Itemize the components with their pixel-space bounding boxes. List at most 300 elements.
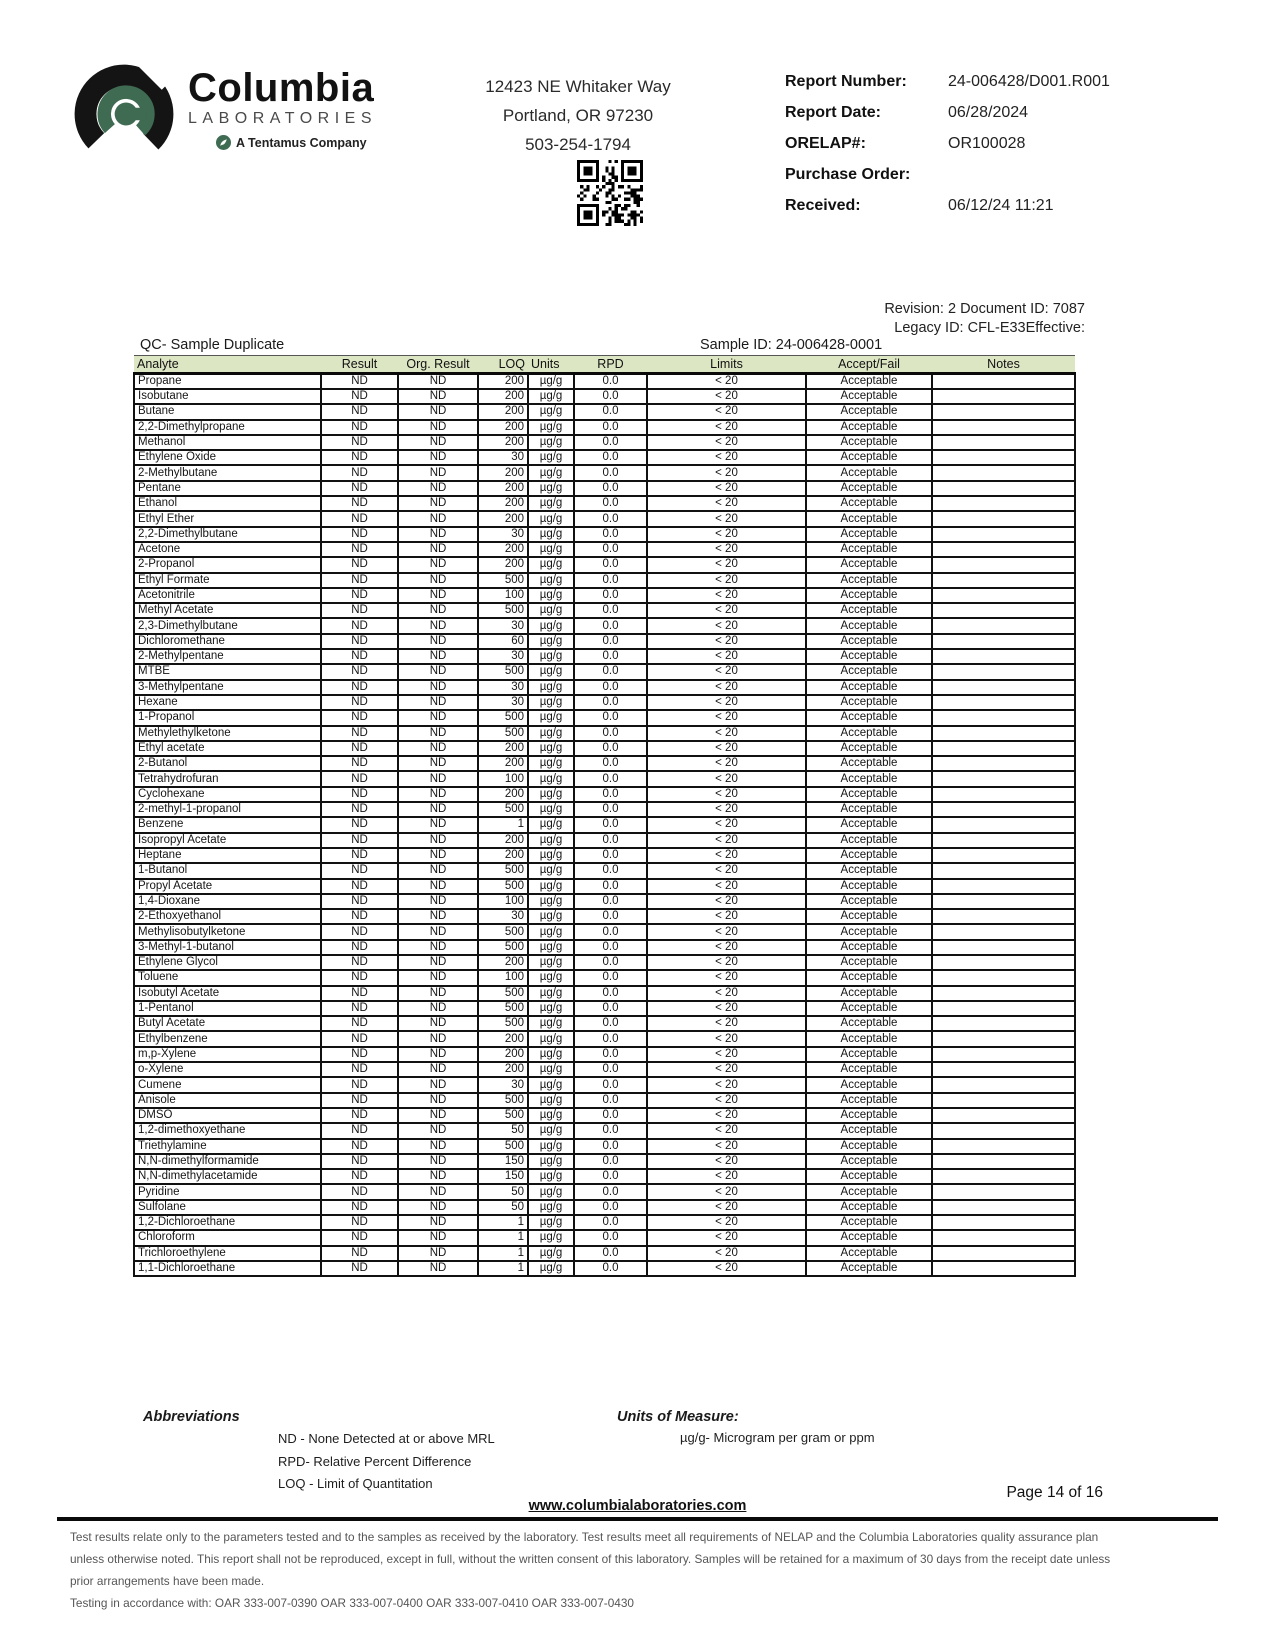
org-result-cell: ND xyxy=(398,741,478,756)
limits-cell: < 20 xyxy=(647,573,806,588)
qr-code xyxy=(577,160,643,226)
analyte-cell: N,N-dimethylformamide xyxy=(134,1154,321,1169)
legacy-id-line: Legacy ID: CFL-E33Effective: xyxy=(894,320,1085,336)
analyte-cell: Hexane xyxy=(134,695,321,710)
table-row xyxy=(134,1261,1075,1276)
limits-cell: < 20 xyxy=(647,588,806,603)
report-info-row xyxy=(785,72,1205,92)
org-result-cell: ND xyxy=(398,970,478,985)
rpd-cell: 0.0 xyxy=(574,1200,647,1215)
limits-cell: < 20 xyxy=(647,1215,806,1230)
table-row xyxy=(134,618,1075,633)
org-result-cell: ND xyxy=(398,649,478,664)
rpd-cell: 0.0 xyxy=(574,817,647,832)
table-row xyxy=(134,450,1075,465)
table-row xyxy=(134,1093,1075,1108)
accept-fail-cell: Acceptable xyxy=(806,894,932,909)
limits-cell: < 20 xyxy=(647,634,806,649)
limits-cell: < 20 xyxy=(647,726,806,741)
result-cell: ND xyxy=(321,986,398,1001)
table-row xyxy=(134,511,1075,526)
result-cell: ND xyxy=(321,771,398,786)
org-result-cell: ND xyxy=(398,940,478,955)
units-of-measure-title: Units of Measure: xyxy=(617,1409,739,1425)
limits-cell: < 20 xyxy=(647,450,806,465)
address-line3: 503-254-1794 xyxy=(525,135,631,154)
notes-cell xyxy=(932,496,1075,511)
loq-cell: 500 xyxy=(478,1093,528,1108)
rpd-cell: 0.0 xyxy=(574,404,647,419)
loq-cell: 500 xyxy=(478,863,528,878)
result-cell: ND xyxy=(321,848,398,863)
limits-cell: < 20 xyxy=(647,1108,806,1123)
loq-cell: 200 xyxy=(478,389,528,404)
result-cell: ND xyxy=(321,573,398,588)
org-result-cell: ND xyxy=(398,634,478,649)
rpd-cell: 0.0 xyxy=(574,879,647,894)
notes-cell xyxy=(932,404,1075,419)
result-cell: ND xyxy=(321,894,398,909)
result-cell: ND xyxy=(321,481,398,496)
analyte-cell: Ethyl Ether xyxy=(134,511,321,526)
result-cell: ND xyxy=(321,940,398,955)
analyte-cell: 2,2-Dimethylpropane xyxy=(134,420,321,435)
result-cell: ND xyxy=(321,680,398,695)
org-result-cell: ND xyxy=(398,527,478,542)
table-row xyxy=(134,756,1075,771)
loq-cell: 100 xyxy=(478,771,528,786)
analyte-cell: Propane xyxy=(134,374,321,390)
rpd-cell: 0.0 xyxy=(574,481,647,496)
limits-cell: < 20 xyxy=(647,741,806,756)
result-cell: ND xyxy=(321,879,398,894)
analyte-table xyxy=(133,355,1076,1277)
accept-fail-cell: Acceptable xyxy=(806,496,932,511)
result-cell: ND xyxy=(321,1047,398,1062)
result-cell: ND xyxy=(321,634,398,649)
report-date-value: 06/28/2024 xyxy=(948,104,1029,121)
report-info xyxy=(785,72,1205,227)
result-cell: ND xyxy=(321,664,398,679)
analyte-cell: 2,2-Dimethylbutane xyxy=(134,527,321,542)
accept-fail-cell: Acceptable xyxy=(806,1031,932,1046)
result-cell: ND xyxy=(321,1123,398,1138)
accept-fail-cell: Acceptable xyxy=(806,909,932,924)
limits-cell: < 20 xyxy=(647,955,806,970)
table-row xyxy=(134,894,1075,909)
rpd-cell: 0.0 xyxy=(574,1215,647,1230)
rpd-cell: 0.0 xyxy=(574,894,647,909)
org-result-cell: ND xyxy=(398,695,478,710)
analyte-cell: 1-Pentanol xyxy=(134,1001,321,1016)
accept-fail-cell: Acceptable xyxy=(806,1261,932,1276)
rpd-cell: 0.0 xyxy=(574,771,647,786)
table-row xyxy=(134,848,1075,863)
org-result-cell: ND xyxy=(398,1169,478,1184)
table-row xyxy=(134,1077,1075,1092)
notes-cell xyxy=(932,374,1075,390)
limits-cell: < 20 xyxy=(647,940,806,955)
notes-cell xyxy=(932,450,1075,465)
loq-cell: 200 xyxy=(478,511,528,526)
org-result-cell: ND xyxy=(398,1093,478,1108)
orelap-label: ORELAP#: xyxy=(785,135,866,152)
org-result-cell: ND xyxy=(398,986,478,1001)
rpd-cell: 0.0 xyxy=(574,940,647,955)
analyte-cell: Dichloromethane xyxy=(134,634,321,649)
limits-cell: < 20 xyxy=(647,787,806,802)
abbr-loq: LOQ - Limit of Quantitation xyxy=(278,1476,433,1491)
analyte-cell: 2-Propanol xyxy=(134,557,321,572)
limits-cell: < 20 xyxy=(647,1016,806,1031)
notes-cell xyxy=(932,787,1075,802)
address-line1: 12423 NE Whitaker Way xyxy=(485,77,671,96)
report-info-row xyxy=(785,103,1205,123)
table-row xyxy=(134,649,1075,664)
report-info-row xyxy=(785,134,1205,154)
accept-fail-cell: Acceptable xyxy=(806,1016,932,1031)
org-result-cell: ND xyxy=(398,664,478,679)
units-cell: µg/g xyxy=(528,879,574,894)
disclaimer-text: Test results relate only to the parameters tested and to the samples as received by the laboratory. Test results meet all requirements of NELAP and the Columbia Laboratories quality assurance plan unless otherwise noted. This report shall not be reproduced, except in full, without the written consent of this laboratory. Samples will be retained for a maximum of 30 days from the receipt date unless prior arrangements have been made. xyxy=(70,1530,1111,1588)
limits-cell: < 20 xyxy=(647,879,806,894)
units-cell: µg/g xyxy=(528,1062,574,1077)
units-cell: µg/g xyxy=(528,955,574,970)
limits-cell: < 20 xyxy=(647,557,806,572)
org-result-cell: ND xyxy=(398,1047,478,1062)
table-row xyxy=(134,1123,1075,1138)
org-result-cell: ND xyxy=(398,1154,478,1169)
accept-fail-cell: Acceptable xyxy=(806,1108,932,1123)
rpd-cell: 0.0 xyxy=(574,909,647,924)
notes-cell xyxy=(932,970,1075,985)
result-cell: ND xyxy=(321,527,398,542)
rpd-cell: 0.0 xyxy=(574,1062,647,1077)
table-row xyxy=(134,1047,1075,1062)
units-cell: µg/g xyxy=(528,726,574,741)
table-row xyxy=(134,1139,1075,1154)
table-row xyxy=(134,374,1075,390)
units-cell: µg/g xyxy=(528,970,574,985)
units-cell: µg/g xyxy=(528,695,574,710)
rpd-cell: 0.0 xyxy=(574,588,647,603)
notes-cell xyxy=(932,603,1075,618)
units-cell: µg/g xyxy=(528,542,574,557)
rpd-cell: 0.0 xyxy=(574,955,647,970)
analyte-cell: Methylisobutylketone xyxy=(134,924,321,939)
org-result-cell: ND xyxy=(398,573,478,588)
result-cell: ND xyxy=(321,1108,398,1123)
table-row xyxy=(134,542,1075,557)
table-row xyxy=(134,420,1075,435)
rpd-cell: 0.0 xyxy=(574,664,647,679)
limits-cell: < 20 xyxy=(647,695,806,710)
result-cell: ND xyxy=(321,695,398,710)
units-cell: µg/g xyxy=(528,1139,574,1154)
units-cell: µg/g xyxy=(528,420,574,435)
units-cell: µg/g xyxy=(528,756,574,771)
analyte-cell: Butane xyxy=(134,404,321,419)
units-cell: µg/g xyxy=(528,450,574,465)
loq-cell: 200 xyxy=(478,435,528,450)
result-cell: ND xyxy=(321,1230,398,1245)
accept-fail-cell: Acceptable xyxy=(806,710,932,725)
testing-accordance-line: Testing in accordance with: OAR 333-007-0390 OAR 333-007-0400 OAR 333-007-0410 OAR 333-007-0430 xyxy=(70,1596,634,1610)
accept-fail-cell: Acceptable xyxy=(806,435,932,450)
report-info-row xyxy=(785,196,1205,216)
section-title: QC- Sample Duplicate xyxy=(140,337,285,353)
analyte-cell: Methylethylketone xyxy=(134,726,321,741)
result-cell: ND xyxy=(321,389,398,404)
units-cell: µg/g xyxy=(528,863,574,878)
loq-cell: 500 xyxy=(478,924,528,939)
table-row xyxy=(134,710,1075,725)
rpd-cell: 0.0 xyxy=(574,970,647,985)
loq-cell: 200 xyxy=(478,756,528,771)
table-row xyxy=(134,588,1075,603)
limits-cell: < 20 xyxy=(647,986,806,1001)
analyte-cell: 2-Butanol xyxy=(134,756,321,771)
org-result-cell: ND xyxy=(398,1016,478,1031)
table-row xyxy=(134,1001,1075,1016)
loq-cell: 500 xyxy=(478,603,528,618)
org-result-cell: ND xyxy=(398,389,478,404)
notes-cell xyxy=(932,771,1075,786)
notes-cell xyxy=(932,573,1075,588)
units-cell: µg/g xyxy=(528,465,574,480)
org-result-cell: ND xyxy=(398,787,478,802)
accept-fail-cell: Acceptable xyxy=(806,1123,932,1138)
loq-cell: 30 xyxy=(478,450,528,465)
units-cell: µg/g xyxy=(528,924,574,939)
purchase-order-label: Purchase Order: xyxy=(785,166,911,183)
notes-cell xyxy=(932,588,1075,603)
result-cell: ND xyxy=(321,374,398,390)
rpd-cell: 0.0 xyxy=(574,787,647,802)
accept-fail-cell: Acceptable xyxy=(806,1230,932,1245)
units-cell: µg/g xyxy=(528,527,574,542)
accept-fail-cell: Acceptable xyxy=(806,1200,932,1215)
accept-fail-cell: Acceptable xyxy=(806,588,932,603)
limits-cell: < 20 xyxy=(647,374,806,390)
accept-fail-cell: Acceptable xyxy=(806,527,932,542)
loq-cell: 200 xyxy=(478,1047,528,1062)
analyte-cell: Ethylbenzene xyxy=(134,1031,321,1046)
units-cell: µg/g xyxy=(528,1261,574,1276)
accept-fail-cell: Acceptable xyxy=(806,374,932,390)
result-cell: ND xyxy=(321,1261,398,1276)
accept-fail-cell: Acceptable xyxy=(806,1246,932,1261)
analyte-cell: Isobutane xyxy=(134,389,321,404)
loq-cell: 200 xyxy=(478,542,528,557)
abbreviations-title: Abbreviations xyxy=(143,1409,240,1425)
units-cell: µg/g xyxy=(528,1047,574,1062)
analyte-cell: 1,1-Dichloroethane xyxy=(134,1261,321,1276)
notes-cell xyxy=(932,756,1075,771)
table-header xyxy=(134,356,1075,374)
notes-cell xyxy=(932,435,1075,450)
org-result-cell: ND xyxy=(398,465,478,480)
limits-cell: < 20 xyxy=(647,649,806,664)
loq-cell: 200 xyxy=(478,557,528,572)
units-cell: µg/g xyxy=(528,1184,574,1199)
rpd-cell: 0.0 xyxy=(574,726,647,741)
result-cell: ND xyxy=(321,924,398,939)
loq-cell: 200 xyxy=(478,955,528,970)
analyte-cell: Chloroform xyxy=(134,1230,321,1245)
rpd-cell: 0.0 xyxy=(574,527,647,542)
org-result-cell: ND xyxy=(398,909,478,924)
table-row xyxy=(134,833,1075,848)
analyte-cell: N,N-dimethylacetamide xyxy=(134,1169,321,1184)
analyte-cell: Triethylamine xyxy=(134,1139,321,1154)
limits-cell: < 20 xyxy=(647,833,806,848)
rpd-cell: 0.0 xyxy=(574,511,647,526)
result-cell: ND xyxy=(321,603,398,618)
loq-cell: 50 xyxy=(478,1123,528,1138)
table-row xyxy=(134,1246,1075,1261)
units-cell: µg/g xyxy=(528,634,574,649)
result-cell: ND xyxy=(321,1154,398,1169)
notes-cell xyxy=(932,879,1075,894)
analyte-cell: Acetonitrile xyxy=(134,588,321,603)
column-header-units-cell: Units xyxy=(528,356,574,374)
notes-cell xyxy=(932,511,1075,526)
loq-cell: 200 xyxy=(478,374,528,390)
notes-cell xyxy=(932,1169,1075,1184)
loq-cell: 500 xyxy=(478,1016,528,1031)
limits-cell: < 20 xyxy=(647,435,806,450)
table-row xyxy=(134,787,1075,802)
loq-cell: 200 xyxy=(478,465,528,480)
loq-cell: 500 xyxy=(478,879,528,894)
analyte-cell: Ethyl Formate xyxy=(134,573,321,588)
rpd-cell: 0.0 xyxy=(574,603,647,618)
org-result-cell: ND xyxy=(398,496,478,511)
notes-cell xyxy=(932,1047,1075,1062)
document-meta xyxy=(884,300,1085,338)
notes-cell xyxy=(932,1123,1075,1138)
notes-cell xyxy=(932,1154,1075,1169)
limits-cell: < 20 xyxy=(647,1230,806,1245)
loq-cell: 200 xyxy=(478,1031,528,1046)
loq-cell: 500 xyxy=(478,726,528,741)
table-row xyxy=(134,1169,1075,1184)
loq-cell: 200 xyxy=(478,404,528,419)
accept-fail-cell: Acceptable xyxy=(806,420,932,435)
loq-cell: 30 xyxy=(478,695,528,710)
units-cell: µg/g xyxy=(528,1246,574,1261)
report-info-row xyxy=(785,165,1205,185)
notes-cell xyxy=(932,924,1075,939)
result-cell: ND xyxy=(321,542,398,557)
org-result-cell: ND xyxy=(398,374,478,390)
analyte-cell: 1,2-dimethoxyethane xyxy=(134,1123,321,1138)
limits-cell: < 20 xyxy=(647,1184,806,1199)
units-cell: µg/g xyxy=(528,680,574,695)
result-cell: ND xyxy=(321,496,398,511)
org-result-cell: ND xyxy=(398,1139,478,1154)
columbia-logo xyxy=(68,62,377,166)
units-cell: µg/g xyxy=(528,618,574,633)
leaf-icon xyxy=(216,135,231,150)
org-result-cell: ND xyxy=(398,557,478,572)
notes-cell xyxy=(932,527,1075,542)
limits-cell: < 20 xyxy=(647,863,806,878)
table-row xyxy=(134,771,1075,786)
result-cell: ND xyxy=(321,1200,398,1215)
rpd-cell: 0.0 xyxy=(574,634,647,649)
table-row xyxy=(134,940,1075,955)
notes-cell xyxy=(932,863,1075,878)
notes-cell xyxy=(932,986,1075,1001)
notes-cell xyxy=(932,817,1075,832)
notes-cell xyxy=(932,389,1075,404)
rpd-cell: 0.0 xyxy=(574,557,647,572)
org-result-cell: ND xyxy=(398,618,478,633)
column-header-analyte-cell: Analyte xyxy=(134,356,321,374)
table-row xyxy=(134,557,1075,572)
accept-fail-cell: Acceptable xyxy=(806,1215,932,1230)
loq-cell: 1 xyxy=(478,817,528,832)
notes-cell xyxy=(932,726,1075,741)
accept-fail-cell: Acceptable xyxy=(806,511,932,526)
units-cell: µg/g xyxy=(528,664,574,679)
table-row xyxy=(134,1154,1075,1169)
limits-cell: < 20 xyxy=(647,389,806,404)
received-value: 06/12/24 11:21 xyxy=(948,197,1054,214)
result-cell: ND xyxy=(321,787,398,802)
rpd-cell: 0.0 xyxy=(574,1246,647,1261)
notes-cell xyxy=(932,680,1075,695)
loq-cell: 200 xyxy=(478,420,528,435)
loq-cell: 30 xyxy=(478,649,528,664)
notes-cell xyxy=(932,1031,1075,1046)
notes-cell xyxy=(932,1062,1075,1077)
notes-cell xyxy=(932,1246,1075,1261)
units-cell: µg/g xyxy=(528,603,574,618)
limits-cell: < 20 xyxy=(647,420,806,435)
result-cell: ND xyxy=(321,588,398,603)
analyte-cell: Anisole xyxy=(134,1093,321,1108)
result-cell: ND xyxy=(321,450,398,465)
result-cell: ND xyxy=(321,1246,398,1261)
result-cell: ND xyxy=(321,557,398,572)
analyte-cell: Heptane xyxy=(134,848,321,863)
rpd-cell: 0.0 xyxy=(574,848,647,863)
rpd-cell: 0.0 xyxy=(574,1016,647,1031)
abbreviations-list xyxy=(278,1428,495,1496)
column-header-accept-fail-cell: Accept/Fail xyxy=(806,356,932,374)
org-result-cell: ND xyxy=(398,848,478,863)
analyte-cell: 2-Methylbutane xyxy=(134,465,321,480)
analyte-cell: Cyclohexane xyxy=(134,787,321,802)
limits-cell: < 20 xyxy=(647,664,806,679)
accept-fail-cell: Acceptable xyxy=(806,481,932,496)
accept-fail-cell: Acceptable xyxy=(806,542,932,557)
loq-cell: 150 xyxy=(478,1169,528,1184)
units-cell: µg/g xyxy=(528,511,574,526)
result-cell: ND xyxy=(321,1184,398,1199)
org-result-cell: ND xyxy=(398,450,478,465)
accept-fail-cell: Acceptable xyxy=(806,1062,932,1077)
units-cell: µg/g xyxy=(528,1093,574,1108)
table-row xyxy=(134,970,1075,985)
table-row xyxy=(134,603,1075,618)
units-cell: µg/g xyxy=(528,1001,574,1016)
result-cell: ND xyxy=(321,420,398,435)
rpd-cell: 0.0 xyxy=(574,1154,647,1169)
